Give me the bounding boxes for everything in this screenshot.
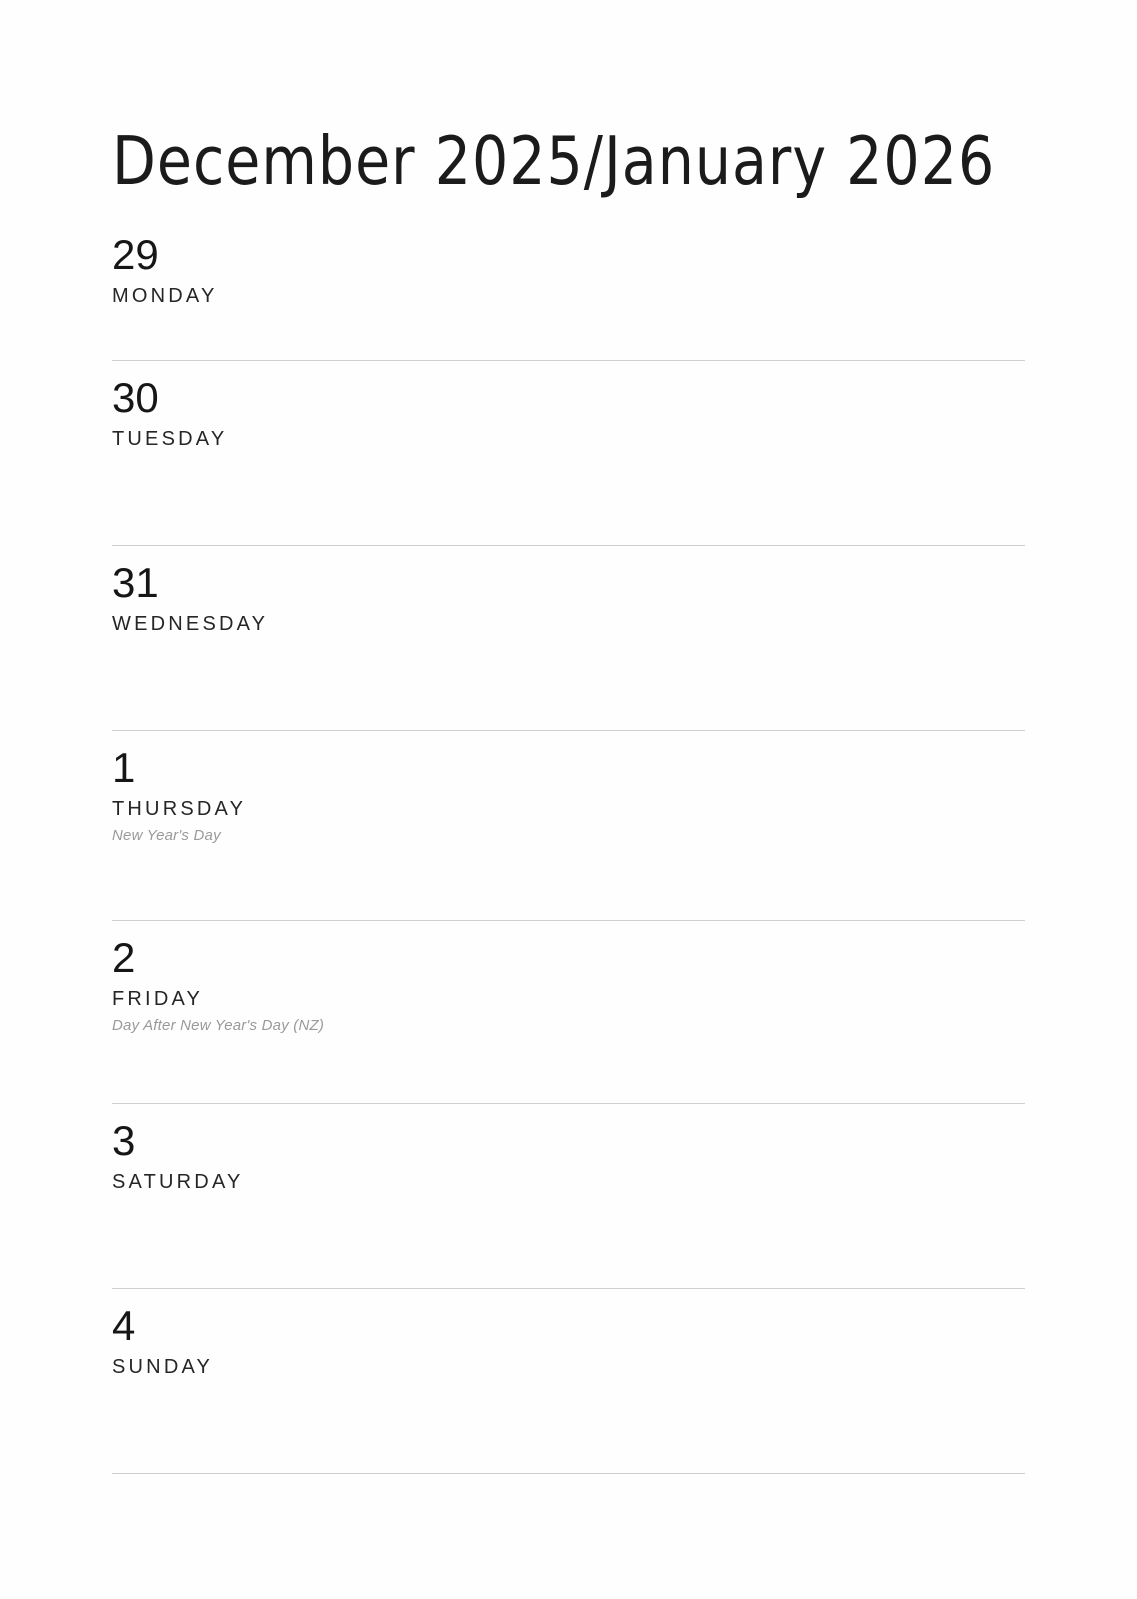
day-weekday: SUNDAY — [112, 1356, 214, 1378]
day-row[interactable] — [112, 1289, 1025, 1474]
day-number: 3 — [112, 1117, 136, 1164]
day-row[interactable] — [112, 361, 1025, 546]
day-number: 30 — [112, 374, 159, 421]
day-number: 2 — [112, 934, 136, 981]
day-row[interactable] — [112, 921, 1025, 1104]
day-weekday: WEDNESDAY — [112, 613, 269, 635]
day-weekday: THURSDAY — [112, 798, 247, 820]
day-row[interactable] — [112, 731, 1025, 921]
day-row[interactable] — [112, 1104, 1025, 1289]
day-weekday: SATURDAY — [112, 1171, 244, 1193]
day-number: 4 — [112, 1302, 136, 1349]
day-number: 1 — [112, 744, 136, 791]
day-row[interactable] — [112, 546, 1025, 731]
day-number: 29 — [112, 231, 159, 278]
page-title: December 2025/January 2026 — [112, 122, 996, 201]
day-weekday: TUESDAY — [112, 428, 228, 450]
day-weekday: MONDAY — [112, 285, 218, 307]
day-row[interactable] — [112, 218, 1025, 361]
day-number: 31 — [112, 559, 159, 606]
day-note: New Year's Day — [112, 827, 221, 844]
day-list — [112, 218, 1025, 1474]
day-weekday: FRIDAY — [112, 988, 204, 1010]
day-note: Day After New Year's Day (NZ) — [112, 1017, 325, 1034]
